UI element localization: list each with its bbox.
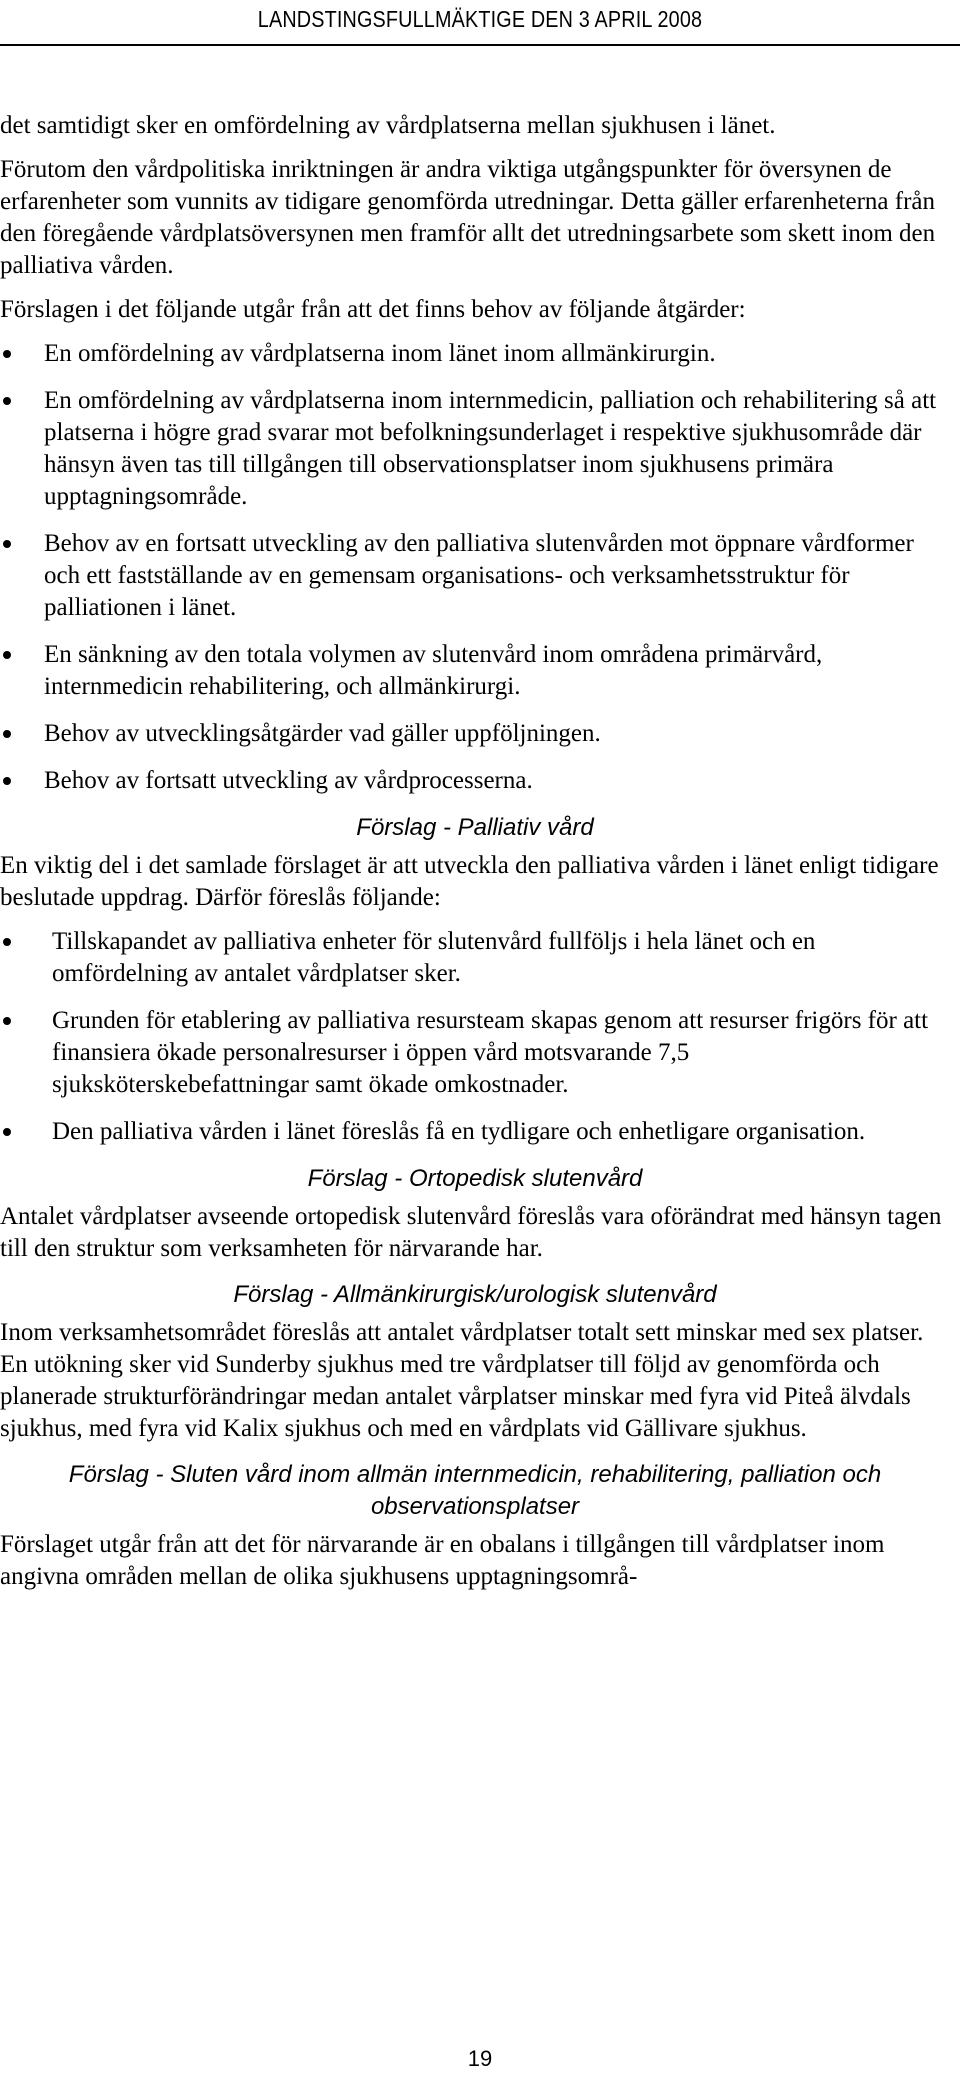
list-item xyxy=(0,1116,950,1148)
bullet-icon xyxy=(3,730,11,738)
list-item-text: Behov av utvecklingsåtgärder vad gäller uppföljningen. xyxy=(44,720,601,747)
list-item-text: Behov av fortsatt utveckling av vårdprocesserna. xyxy=(44,767,533,794)
paragraph: det samtidigt sker en omfördelning av vårdplatserna mellan sjukhusen i länet. xyxy=(0,112,776,139)
section-heading: Förslag - Ortopedisk slutenvård xyxy=(307,1165,643,1192)
list-item xyxy=(0,926,950,990)
paragraph: Antalet vårdplatser avseende ortopedisk slutenvård föreslås vara oförändrat med hänsyn tagen till den struktur som verksamheten för närvarande har. xyxy=(0,1203,942,1262)
section-heading: Förslag - Allmänkirurgisk/urologisk slutenvård xyxy=(233,1281,717,1308)
list-item-text: En sänkning av den totala volymen av slutenvård inom områdena primärvård, internmedicin rehabilitering, och allmänkirurgi. xyxy=(44,641,823,700)
palliative-list xyxy=(0,926,950,1148)
list-item xyxy=(0,718,950,750)
list-item xyxy=(0,765,950,797)
list-item xyxy=(0,338,950,370)
list-item xyxy=(0,385,950,513)
list-item-text: En omfördelning av vårdplatserna inom länet inom allmänkirurgin. xyxy=(44,340,716,367)
list-item xyxy=(0,1005,950,1101)
running-header: LANDSTINGSFULLMÄKTIGE DEN 3 APRIL 2008 xyxy=(257,6,703,32)
paragraph: Förslagen i det följande utgår från att det finns behov av följande åtgärder: xyxy=(0,296,746,323)
section-heading: Förslag - Palliativ vård xyxy=(356,814,594,841)
measures-list xyxy=(0,338,950,797)
bullet-icon xyxy=(3,651,11,659)
document-body xyxy=(0,110,950,1605)
bullet-icon xyxy=(3,1128,11,1136)
list-item-text: Den palliativa vården i länet föreslås få en tydligare och enhetligare organisation. xyxy=(52,1118,866,1145)
list-item-text: En omfördelning av vårdplatserna inom internmedicin, palliation och rehabilitering så att platserna i högre grad svarar mot befolkningsunderlaget i respektive sjukhusområde där hänsyn även tas till tillgången till observationsplatser inom sjukhusens primära upptagningsområde. xyxy=(44,387,937,510)
list-item-text: Tillskapandet av palliativa enheter för slutenvård fullföljs i hela länet och en omfördelning av antalet vårdplatser sker. xyxy=(52,928,816,987)
list-item xyxy=(0,528,950,624)
header-rule xyxy=(0,44,960,46)
list-item-text: Behov av en fortsatt utveckling av den palliativa slutenvården mot öppnare vårdformer och ett fastställande av en gemensam organisations- och verksamhetsstruktur för palliationen i länet. xyxy=(44,530,914,621)
bullet-icon xyxy=(3,1017,11,1025)
bullet-icon xyxy=(3,397,11,405)
bullet-icon xyxy=(3,350,11,358)
list-item-text: Grunden för etablering av palliativa resursteam skapas genom att resurser frigörs för att finansiera ökade personalresurser i öppen vård motsvarande 7,5 sjuksköterskebefattningar samt ökade omkostnader. xyxy=(52,1007,929,1098)
page-number: 19 xyxy=(467,2046,493,2071)
paragraph: Förutom den vårdpolitiska inriktningen är andra viktiga utgångspunkter för översynen de erfarenheter som vunnits av tidigare genomförda utredningar. Detta gäller erfarenheterna från den föregående vårdplatsöversynen men framför allt det utredningsarbete som skett inom den palliativa vården. xyxy=(0,156,936,279)
paragraph: Förslaget utgår från att det för närvarande är en obalans i tillgången till vårdplatser inom angivna områden mellan de olika sjukhusens upptagningsområ- xyxy=(0,1531,885,1590)
bullet-icon xyxy=(3,540,11,548)
paragraph: Inom verksamhetsområdet föreslås att antalet vårdplatser totalt sett minskar med sex platser. En utökning sker vid Sunderby sjukhus med tre vårdplatser till följd av genomförda och planerade strukturförändringar medan antalet vårplatser minskar med fyra vid Piteå älvdals sjukhus, med fyra vid Kalix sjukhus och med en vårdplats vid Gällivare sjukhus. xyxy=(0,1319,924,1442)
list-item xyxy=(0,639,950,703)
section-heading: Förslag - Sluten vård inom allmän internmedicin, rehabilitering, palliation och observationsplatser xyxy=(68,1461,882,1520)
bullet-icon xyxy=(3,938,11,946)
bullet-icon xyxy=(3,777,11,785)
paragraph: En viktig del i det samlade förslaget är att utveckla den palliativa vården i länet enligt tidigare beslutade uppdrag. Därför föreslås följande: xyxy=(0,852,939,911)
